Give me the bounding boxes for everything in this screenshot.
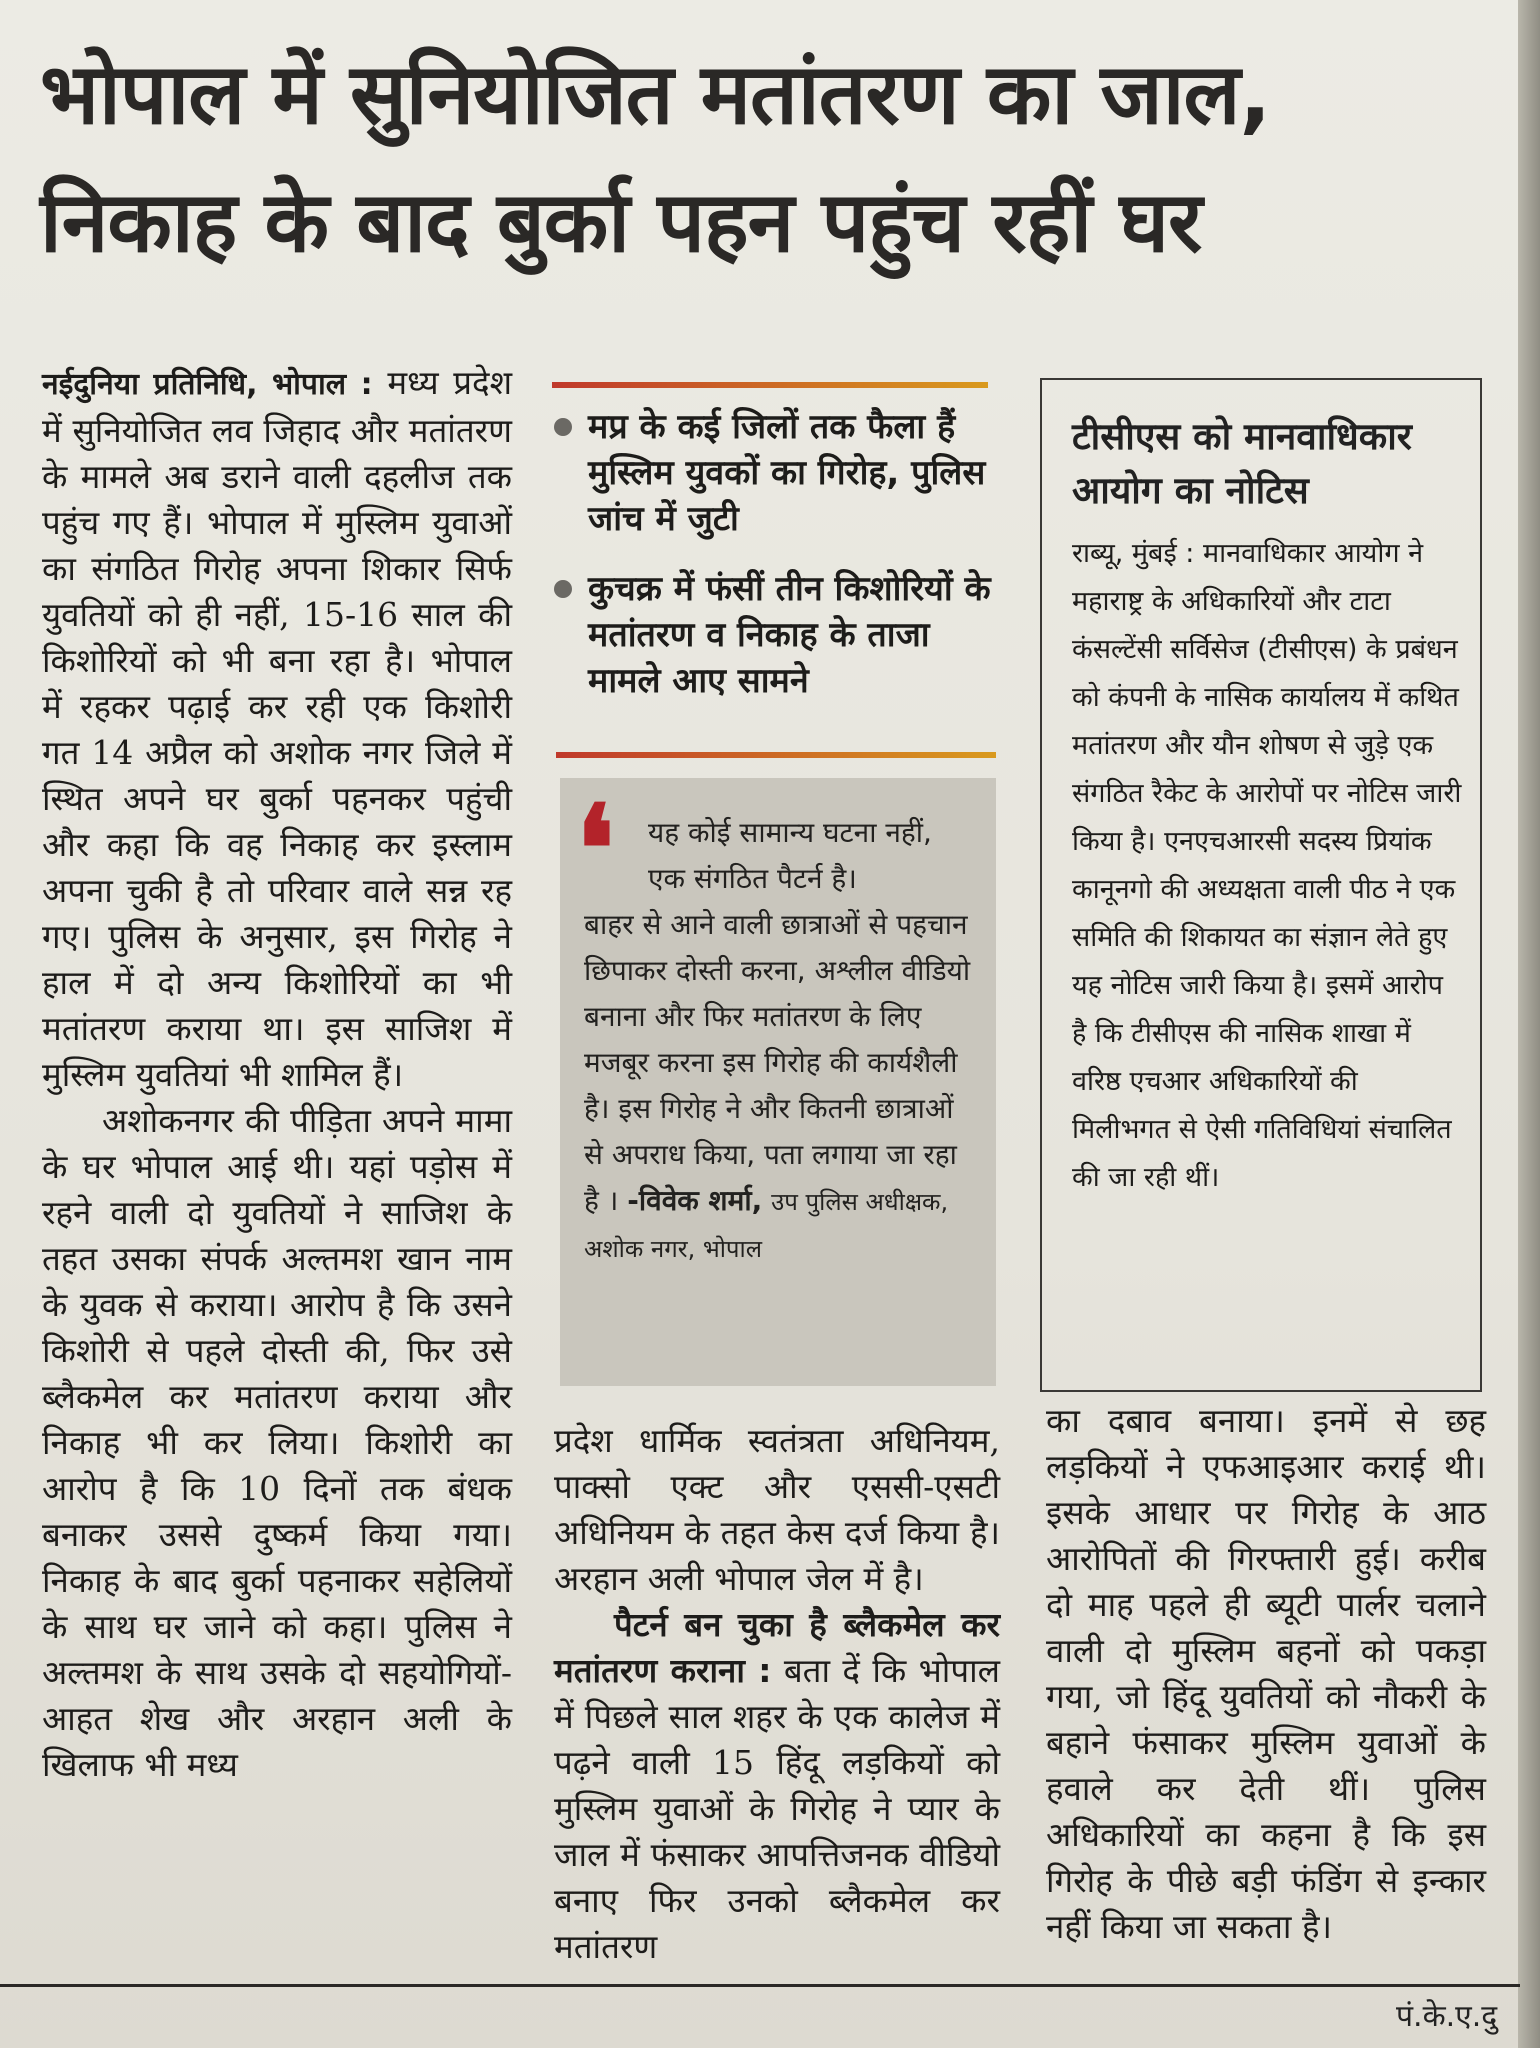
- bullet-dot-icon: [554, 418, 572, 436]
- pull-quote-designation: उप पुलिस अधीक्षक, अशोक नगर, भोपाल: [584, 1188, 949, 1263]
- pull-quote-lead: यह कोई सामान्य घटना नहीं, एक संगठित पैटर्न है।: [648, 816, 932, 895]
- sidebar-news-title: टीसीएस को मानवाधिकार आयोग का नोटिस: [1072, 415, 1412, 512]
- highlight-bullet-1-text: मप्र के कई जिलों तक फैला हैं मुस्लिम युवकों का गिरोह, पुलिस जांच में जुटी: [588, 407, 986, 539]
- page-edge: [1518, 0, 1540, 2048]
- article-column-1: [42, 360, 512, 1788]
- article-col2-para-2: [554, 1602, 1000, 1970]
- article-column-2: [554, 1418, 1000, 1970]
- page-footer: पं.के.ए.दु: [1396, 1999, 1498, 2034]
- article-col2-para-2-text: बता दें कि भोपाल में पिछले साल शहर के एक कालेज में पढ़ने वाली 15 हिंदू लड़कियों को मुस्लिम युवाओं के गिरोह ने प्यार के जाल में फंसाकर आपत्तिजनक वीडियो बनाए फिर उनको ब्लैकमेल कर मतांतरण: [554, 1651, 1000, 1966]
- article-subhead: पैटर्न बन चुका है ब्लैकमेल कर मतांतरण कराना :: [554, 1605, 1000, 1690]
- headline-line-1: भोपाल में सुनियोजित मतांतरण का जाल,: [40, 45, 1271, 143]
- dateline: नईदुनिया प्रतिनिधि, भोपाल :: [42, 367, 373, 402]
- bullet-dot-icon: [554, 580, 572, 598]
- article-para-1-text: मध्य प्रदेश में सुनियोजित लव जिहाद और मतांतरण के मामले अब डराने वाली दहलीज तक पहुंच गए हैं। भोपाल में मुस्लिम युवाओं का संगठित गिरोह अपना शिकार सिर्फ युवतियों को ही नहीं, 15-16 साल की किशोरियों को भी बना रहा है। भोपाल में रहकर पढ़ाई कर रही एक किशोरी गत 14 अप्रैल को अशोक नगर जिले में स्थित अपने घर बुर्का पहनकर पहुंची और कहा कि वह निकाह कर इस्लाम अपना चुकी है तो परिवार वाले सन्न रह गए। पुलिस के अनुसार, इस गिरोह ने हाल में दो अन्य किशोरियों का भी मतांतरण कराया था। इस साजिश में मुस्लिम युवतियां भी शामिल हैं।: [42, 363, 513, 1094]
- highlight-bullet-2-text: कुचक्र में फंसीं तीन किशोरियों के मतांतरण व निकाह के ताजा मामले आए सामने: [588, 569, 991, 701]
- pull-quote-body: बाहर से आने वाली छात्राओं से पहचान छिपाकर दोस्ती करना, अश्लील वीडियो बनाना और फिर मतांतरण के लिए मजबूर करना इस गिरोह की कार्यशैली है। इस गिरोह ने और कितनी छात्राओं से अपराध किया, पता लगाया जा रहा है ।: [584, 908, 971, 1217]
- article-col3-para: का दबाव बनाया। इनमें से छह लड़कियों ने एफआइआर कराई थी। इसके आधार पर गिरोह के आठ आरोपितों की गिरफ्तारी हुई। करीब दो माह पहले ही ब्यूटी पार्लर चलाने वाली दो मुस्लिम बहनों को पकड़ा गया, जो हिंदू युवतियों को नौकरी के बहाने फंसाकर मुस्लिम युवाओं के हवाले कर देती थीं। पुलिस अधिकारियों का कहना है कि इस गिरोह के पीछे बड़ी फंडिंग से इन्कार नहीं किया जा सकता है।: [1046, 1401, 1486, 1946]
- headline-line-2: निकाह के बाद बुर्का पहन पहुंच रहीं घर: [40, 173, 1202, 271]
- bullet-bottom-rule: [556, 752, 996, 758]
- article-para-1: [42, 360, 512, 1098]
- pull-quote-text: [584, 810, 974, 1272]
- pull-quote-attribution: -विवेक शर्मा,: [627, 1184, 763, 1217]
- highlight-bullet-1: [552, 404, 992, 542]
- headline: [40, 30, 1480, 286]
- article-col2-para-1: प्रदेश धार्मिक स्वतंत्रता अधिनियम, पाक्सो एक्ट और एससी-एसटी अधिनियम के तहत केस दर्ज किया है। अरहान अली भोपाल जेल में है।: [554, 1421, 1000, 1598]
- page-bottom-rule: [0, 1984, 1520, 1987]
- sidebar-news-box: [1040, 378, 1482, 1392]
- article-column-3: [1046, 1398, 1486, 1950]
- highlight-bullets: [552, 404, 992, 728]
- sidebar-news-body: राब्यू, मुंबई : मानवाधिकार आयोग ने महाराष्ट्र के अधिकारियों और टाटा कंसल्टेंसी सर्विसेज (टीसीएस) के प्रबंधन को कंपनी के नासिक कार्यालय में कथित मतांतरण और यौन शोषण से जुड़े एक संगठित रैकेट के आरोपों पर नोटिस जारी किया है। एनएचआरसी सदस्य प्रियांक कानूनगो की अध्यक्षता वाली पीठ ने एक समिति की शिकायत का संज्ञान लेते हुए यह नोटिस जारी किया है। इसमें आरोप है कि टीसीएस की नासिक शाखा में वरिष्ठ एचआर अधिकारियों की मिलीभगत से ऐसी गतिविधियां संचालित की जा रही थीं।: [1072, 538, 1462, 1193]
- quote-mark-icon: ❛: [576, 779, 615, 920]
- article-para-2: अशोकनगर की पीड़िता अपने मामा के घर भोपाल आई थी। यहां पड़ोस में रहने वाली दो युवतियों ने साजिश के तहत उसका संपर्क अल्तमश खान नाम के युवक से कराया। आरोप है कि उसने किशोरी से पहले दोस्ती की, फिर उसे ब्लैकमेल कर मतांतरण कराया और निकाह भी कर लिया। किशोरी का आरोप है कि 10 दिनों तक बंधक बनाकर उससे दुष्कर्म किया गया। निकाह के बाद बुर्का पहनाकर सहेलियों के साथ घर जाने को कहा। पुलिस ने अल्तमश के साथ उसके दो सहयोगियों- आहत शेख और अरहान अली के खिलाफ भी मध्य: [42, 1101, 512, 1784]
- pull-quote-box: [560, 778, 996, 1386]
- highlight-bullet-2: [552, 566, 992, 704]
- bullet-top-rule: [552, 382, 988, 388]
